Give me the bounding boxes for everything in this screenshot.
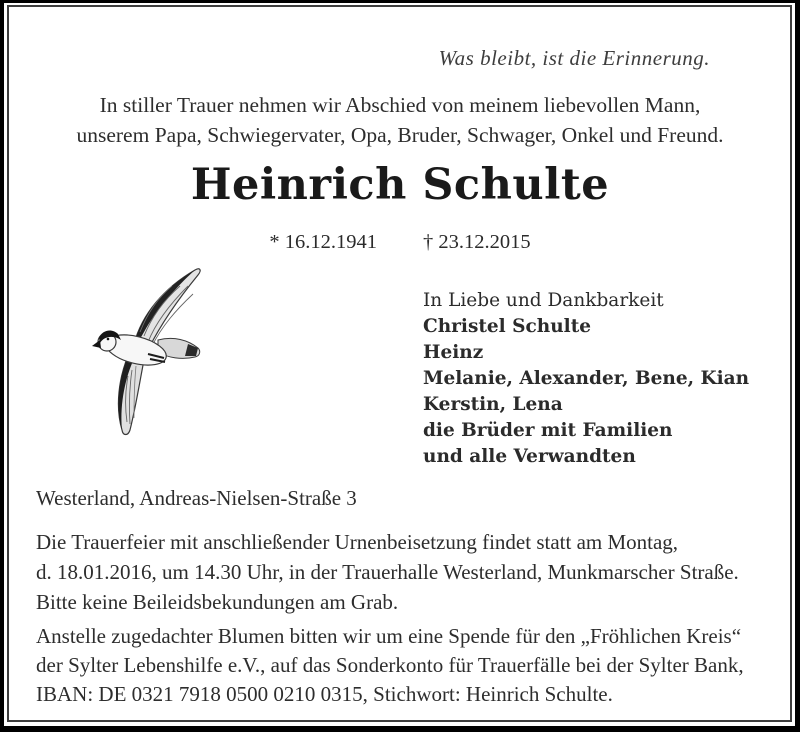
mourner-name: Kerstin, Lena <box>423 394 563 415</box>
seagull-icon <box>92 266 204 438</box>
mourner-name: die Brüder mit Familien <box>423 420 673 441</box>
donation-line: Anstelle zugedachter Blumen bitten wir um eine Spende für den „Fröhlichen Kreis“ <box>36 624 742 648</box>
intro-line: unserem Papa, Schwiegervater, Opa, Bruder, Schwager, Onkel und Freund. <box>76 123 724 147</box>
mourner-name: und alle Verwandten <box>423 446 636 467</box>
mourner-name: Christel Schulte <box>423 316 592 337</box>
mourners-list <box>423 288 749 470</box>
address-line: Westerland, Andreas-Nielsen-Straße 3 <box>36 486 357 510</box>
intro-paragraph <box>0 90 800 150</box>
death-date: † 23.12.2015 <box>423 231 531 253</box>
condolence-note: Bitte keine Beileidsbekundungen am Grab. <box>36 590 399 614</box>
mourner-name: Melanie, Alexander, Bene, Kian <box>423 368 750 389</box>
deceased-name: Heinrich Schulte <box>190 160 610 210</box>
funeral-line: Die Trauerfeier mit anschließender Urnenbeisetzung findet statt am Montag, <box>36 530 679 554</box>
donation-line: der Sylter Lebenshilfe e.V., auf das Sonderkonto für Trauerfälle bei der Sylter Bank, <box>36 653 744 677</box>
mourner-name: Heinz <box>423 342 484 363</box>
donation-line: IBAN: DE 0321 7918 0500 0210 0315, Stichwort: Heinrich Schulte. <box>36 682 613 706</box>
funeral-line: d. 18.01.2016, um 14.30 Uhr, in der Trauerhalle Westerland, Munkmarscher Straße. <box>36 560 739 584</box>
donation-info <box>36 622 744 709</box>
birth-date: * 16.12.1941 <box>269 231 377 253</box>
intro-line: In stiller Trauer nehmen wir Abschied von meinem liebevollen Mann, <box>99 93 701 117</box>
life-dates <box>0 231 800 254</box>
funeral-info <box>36 527 739 587</box>
epigraph: Was bleibt, ist die Erinnerung. <box>438 46 710 70</box>
mourners-intro: In Liebe und Dankbarkeit <box>423 290 664 311</box>
